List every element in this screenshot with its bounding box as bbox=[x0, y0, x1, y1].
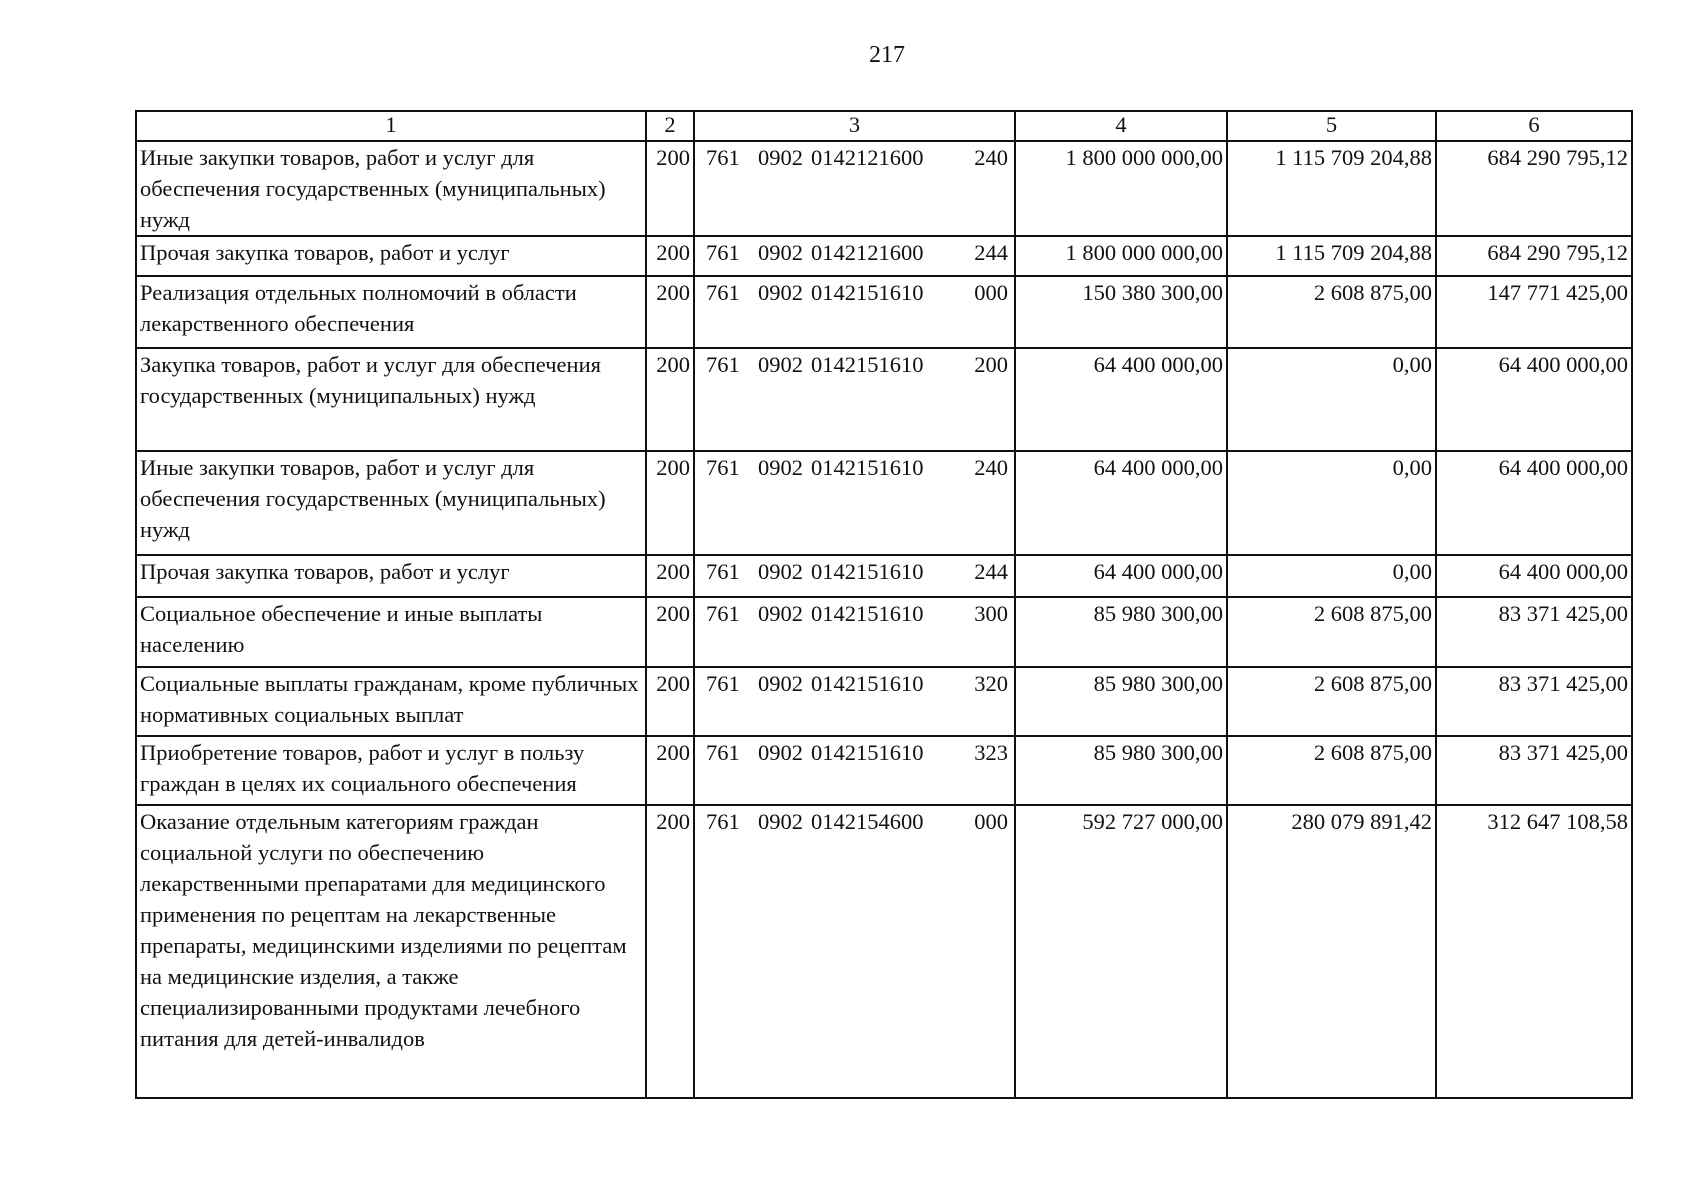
table-row bbox=[136, 141, 1632, 236]
table-row bbox=[136, 736, 1632, 805]
row-csr: 0142154600 bbox=[811, 809, 924, 834]
row-grbs: 761 bbox=[706, 145, 740, 170]
row-razdel: 0902 bbox=[758, 352, 803, 377]
row-grbs: 761 bbox=[706, 601, 740, 626]
table-row bbox=[136, 236, 1632, 276]
row-csr: 0142151610 bbox=[811, 455, 924, 480]
row-code-line: 200 bbox=[646, 805, 694, 1098]
header-row bbox=[136, 111, 1632, 141]
row-vr: 320 bbox=[974, 671, 1008, 696]
row-codes bbox=[694, 276, 1015, 348]
row-codes bbox=[694, 236, 1015, 276]
row-codes bbox=[694, 736, 1015, 805]
row-name: Социальные выплаты гражданам, кроме публичных нормативных социальных выплат bbox=[136, 667, 646, 736]
row-name: Закупка товаров, работ и услуг для обеспечения государственных (муниципальных) нужд bbox=[136, 348, 646, 451]
row-vr: 200 bbox=[974, 352, 1008, 377]
table-header bbox=[136, 111, 1632, 141]
row-col4: 64 400 000,00 bbox=[1015, 451, 1227, 555]
row-col4: 64 400 000,00 bbox=[1015, 555, 1227, 597]
row-codes bbox=[694, 667, 1015, 736]
row-codes bbox=[694, 555, 1015, 597]
row-razdel: 0902 bbox=[758, 809, 803, 834]
row-csr: 0142151610 bbox=[811, 740, 924, 765]
row-col5: 1 115 709 204,88 bbox=[1227, 236, 1436, 276]
row-col4: 85 980 300,00 bbox=[1015, 736, 1227, 805]
row-codes bbox=[694, 451, 1015, 555]
row-vr: 000 bbox=[974, 280, 1008, 305]
row-codes bbox=[694, 141, 1015, 236]
row-name: Иные закупки товаров, работ и услуг для обеспечения государственных (муниципальных) нужд bbox=[136, 141, 646, 236]
row-name: Прочая закупка товаров, работ и услуг bbox=[136, 555, 646, 597]
row-csr: 0142121600 bbox=[811, 145, 924, 170]
column-header-2: 2 bbox=[646, 111, 694, 141]
row-razdel: 0902 bbox=[758, 671, 803, 696]
row-col6: 147 771 425,00 bbox=[1436, 276, 1632, 348]
table-row bbox=[136, 276, 1632, 348]
row-razdel: 0902 bbox=[758, 145, 803, 170]
row-razdel: 0902 bbox=[758, 601, 803, 626]
row-col5: 280 079 891,42 bbox=[1227, 805, 1436, 1098]
row-razdel: 0902 bbox=[758, 455, 803, 480]
row-csr: 0142121600 bbox=[811, 240, 924, 265]
row-col5: 0,00 bbox=[1227, 555, 1436, 597]
row-vr: 244 bbox=[974, 240, 1008, 265]
row-col6: 64 400 000,00 bbox=[1436, 555, 1632, 597]
row-grbs: 761 bbox=[706, 671, 740, 696]
row-name: Оказание отдельным категориям граждан социальной услуги по обеспечению лекарственными препаратами для медицинского применения по рецептам на лекарственные препараты, медицинскими изделиями по рецептам на медицинские изделия, а также специализированными продуктами лечебного питания для детей-инвалидов bbox=[136, 805, 646, 1098]
row-codes bbox=[694, 597, 1015, 667]
row-col4: 64 400 000,00 bbox=[1015, 348, 1227, 451]
row-col6: 64 400 000,00 bbox=[1436, 451, 1632, 555]
row-grbs: 761 bbox=[706, 809, 740, 834]
row-razdel: 0902 bbox=[758, 240, 803, 265]
table-row bbox=[136, 555, 1632, 597]
column-header-1: 1 bbox=[136, 111, 646, 141]
row-col4: 150 380 300,00 bbox=[1015, 276, 1227, 348]
row-col6: 684 290 795,12 bbox=[1436, 236, 1632, 276]
row-col5: 2 608 875,00 bbox=[1227, 597, 1436, 667]
row-name: Реализация отдельных полномочий в области лекарственного обеспечения bbox=[136, 276, 646, 348]
row-razdel: 0902 bbox=[758, 740, 803, 765]
row-grbs: 761 bbox=[706, 455, 740, 480]
row-code-line: 200 bbox=[646, 597, 694, 667]
table-row bbox=[136, 667, 1632, 736]
row-code-line: 200 bbox=[646, 555, 694, 597]
row-col4: 85 980 300,00 bbox=[1015, 667, 1227, 736]
row-grbs: 761 bbox=[706, 740, 740, 765]
row-grbs: 761 bbox=[706, 240, 740, 265]
row-csr: 0142151610 bbox=[811, 352, 924, 377]
row-col6: 83 371 425,00 bbox=[1436, 736, 1632, 805]
row-grbs: 761 bbox=[706, 352, 740, 377]
row-code-line: 200 bbox=[646, 451, 694, 555]
row-code-line: 200 bbox=[646, 736, 694, 805]
column-header-5: 5 bbox=[1227, 111, 1436, 141]
row-vr: 244 bbox=[974, 559, 1008, 584]
row-grbs: 761 bbox=[706, 559, 740, 584]
row-col5: 0,00 bbox=[1227, 451, 1436, 555]
row-code-line: 200 bbox=[646, 667, 694, 736]
column-header-4: 4 bbox=[1015, 111, 1227, 141]
table-row bbox=[136, 451, 1632, 555]
row-col5: 2 608 875,00 bbox=[1227, 667, 1436, 736]
row-col4: 85 980 300,00 bbox=[1015, 597, 1227, 667]
budget-table bbox=[135, 110, 1633, 1099]
row-csr: 0142151610 bbox=[811, 601, 924, 626]
page-number: 217 bbox=[869, 42, 905, 68]
row-code-line: 200 bbox=[646, 236, 694, 276]
row-csr: 0142151610 bbox=[811, 559, 924, 584]
row-code-line: 200 bbox=[646, 348, 694, 451]
row-razdel: 0902 bbox=[758, 559, 803, 584]
table-row bbox=[136, 597, 1632, 667]
row-grbs: 761 bbox=[706, 280, 740, 305]
row-col6: 83 371 425,00 bbox=[1436, 667, 1632, 736]
row-col5: 1 115 709 204,88 bbox=[1227, 141, 1436, 236]
row-csr: 0142151610 bbox=[811, 671, 924, 696]
row-name: Приобретение товаров, работ и услуг в пользу граждан в целях их социального обеспечения bbox=[136, 736, 646, 805]
row-col6: 312 647 108,58 bbox=[1436, 805, 1632, 1098]
row-vr: 300 bbox=[974, 601, 1008, 626]
row-col5: 0,00 bbox=[1227, 348, 1436, 451]
row-code-line: 200 bbox=[646, 276, 694, 348]
table-row bbox=[136, 805, 1632, 1098]
row-razdel: 0902 bbox=[758, 280, 803, 305]
row-name: Прочая закупка товаров, работ и услуг bbox=[136, 236, 646, 276]
table-body bbox=[136, 141, 1632, 1098]
row-col5: 2 608 875,00 bbox=[1227, 276, 1436, 348]
row-vr: 240 bbox=[974, 145, 1008, 170]
column-header-3: 3 bbox=[694, 111, 1015, 141]
row-codes bbox=[694, 348, 1015, 451]
row-vr: 323 bbox=[974, 740, 1008, 765]
row-codes bbox=[694, 805, 1015, 1098]
column-header-6: 6 bbox=[1436, 111, 1632, 141]
row-col5: 2 608 875,00 bbox=[1227, 736, 1436, 805]
row-name: Социальное обеспечение и иные выплаты населению bbox=[136, 597, 646, 667]
row-col6: 83 371 425,00 bbox=[1436, 597, 1632, 667]
row-col6: 64 400 000,00 bbox=[1436, 348, 1632, 451]
row-col4: 592 727 000,00 bbox=[1015, 805, 1227, 1098]
row-code-line: 200 bbox=[646, 141, 694, 236]
row-col6: 684 290 795,12 bbox=[1436, 141, 1632, 236]
row-col4: 1 800 000 000,00 bbox=[1015, 236, 1227, 276]
row-col4: 1 800 000 000,00 bbox=[1015, 141, 1227, 236]
row-name: Иные закупки товаров, работ и услуг для обеспечения государственных (муниципальных) нужд bbox=[136, 451, 646, 555]
row-vr: 000 bbox=[974, 809, 1008, 834]
table-row bbox=[136, 348, 1632, 451]
row-vr: 240 bbox=[974, 455, 1008, 480]
row-csr: 0142151610 bbox=[811, 280, 924, 305]
